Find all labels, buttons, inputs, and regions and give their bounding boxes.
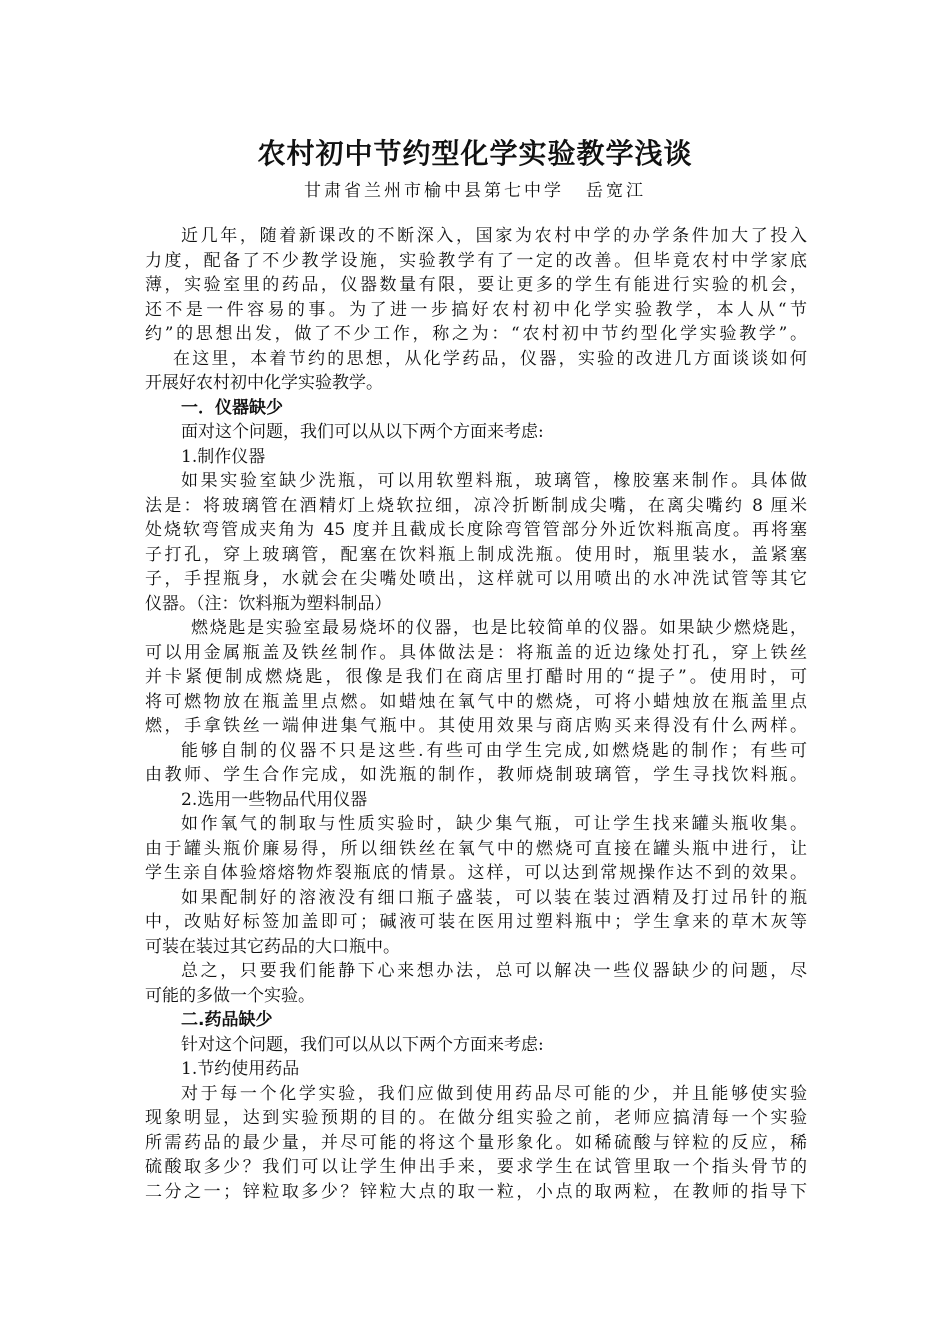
body-line: 可装在装过其它药品的大口瓶中。: [145, 936, 400, 957]
body-line: 如果配制好的溶液没有细口瓶子盛装，可以装在装过酒精及打过吊针的瓶: [181, 887, 807, 908]
subsection-heading: 1.制作仪器: [181, 446, 266, 467]
body-line: 子，手捏瓶身，水就会在尖嘴处喷出，这样就可以用喷出的水冲洗试管等其它: [145, 569, 807, 589]
body-line: 燃烧匙是实验室最易烧坏的仪器，也是比较简单的仪器。如果缺少燃烧匙，: [191, 618, 807, 638]
author-school: 甘肃省兰州市榆中县第七中学: [304, 181, 564, 201]
body-line: 二分之一；锌粒取多少？锌粒大点的取一粒，小点的取两粒，在教师的指导下: [145, 1181, 807, 1202]
body-line: 处烧软弯管成夹角为 45 度并且截成长度除弯管管部分外近饮料瓶高度。再将塞: [145, 520, 807, 540]
subsection-heading: 1.节约使用药品: [181, 1059, 300, 1079]
body-line: 还不是一件容易的事。为了进一步搞好农村初中化学实验教学，本人从“节: [145, 299, 807, 320]
body-line: 所需药品的最少量，并尽可能的将这个量形象化。如稀硫酸与锌粒的反应，稀: [145, 1132, 807, 1153]
body-line: 能够自制的仪器不只是这些.有些可由学生完成,如燃烧匙的制作；有些可: [181, 740, 807, 761]
author-name: 岳宽江: [586, 181, 646, 201]
body-line: 学生亲自体验熔熔物炸裂瓶底的情景。这样，可以达到常规操作达不到的效果。: [145, 863, 807, 883]
body-line: 如作氧气的制取与性质实验时，缺少集气瓶，可让学生找来罐头瓶收集。: [181, 814, 807, 834]
body-line: 在这里，本着节约的思想，从化学药品，仪器，实验的改进几方面谈谈如何: [173, 348, 807, 369]
body-line: 近几年，随着新课改的不断深入，国家为农村中学的办学条件加大了投入: [181, 226, 807, 246]
subsection-heading: 2.选用一些物品代用仪器: [181, 789, 368, 810]
body-line: 可能的多做一个实验。: [145, 985, 315, 1006]
body-line: 现象明显，达到实验预期的目的。在做分组实验之前，老师应搞清每一个实验: [145, 1108, 807, 1128]
section-heading: 二.药品缺少: [181, 1010, 273, 1030]
body-line: 面对这个问题，我们可以从以下两个方面来考虑:: [181, 422, 544, 442]
body-line: 仪器。（注：饮料瓶为塑料制品）: [145, 593, 392, 614]
body-line: 法是：将玻璃管在酒精灯上烧软拉细，凉冷折断制成尖嘴，在离尖嘴约 8 厘米: [145, 495, 807, 516]
body-line: 中，改贴好标签加盖即可；碱液可装在医用过塑料瓶中；学生拿来的草木灰等: [145, 912, 807, 932]
document-title: 农村初中节约型化学实验教学浅谈: [257, 137, 693, 170]
body-line: 将可燃物放在瓶盖里点燃。如蜡烛在氧气中的燃烧，可将小蜡烛放在瓶盖里点: [145, 691, 807, 712]
body-line: 力度，配备了不少教学设施，实验教学有了一定的改善。但毕竟农村中学家底: [145, 250, 807, 271]
body-line: 对于每一个化学实验，我们应做到使用药品尽可能的少，并且能够使实验: [181, 1083, 807, 1104]
body-line: 由于罐头瓶价廉易得，所以细铁丝在氧气中的燃烧可直接在罐头瓶中进行，让: [145, 838, 807, 859]
body-line: 针对这个问题，我们可以从以下两个方面来考虑:: [181, 1034, 544, 1055]
body-line: 硫酸取多少？我们可以让学生伸出手来，要求学生在试管里取一个指头骨节的: [145, 1157, 807, 1177]
body-line: 子打孔，穿上玻璃管，配塞在饮料瓶上制成洗瓶。使用时，瓶里装水，盖紧塞: [145, 544, 807, 565]
body-line: 可以用金属瓶盖及铁丝制作。具体做法是：将瓶盖的近边缘处打孔，穿上铁丝: [145, 642, 807, 663]
body-line: 燃，手拿铁丝一端伸进集气瓶中。其使用效果与商店购买来得没有什么两样。: [145, 716, 807, 736]
body-line: 总之，只要我们能静下心来想办法，总可以解决一些仪器缺少的问题，尽: [181, 961, 807, 981]
author-line: [0, 176, 950, 201]
body-line: 并卡紧便制成燃烧匙，很像是我们在商店里打醋时用的“提子”。使用时，可: [145, 667, 807, 687]
body-line: 开展好农村初中化学实验教学。: [145, 373, 383, 393]
section-heading: 一．仪器缺少: [181, 397, 283, 418]
body-line: 薄，实验室里的药品，仪器数量有限，要让更多的学生有能进行实验的机会，: [145, 275, 807, 295]
body-line: 如果实验室缺少洗瓶，可以用软塑料瓶，玻璃管，橡胶塞来制作。具体做: [181, 471, 807, 491]
body-line: 由教师、学生合作完成，如洗瓶的制作，教师烧制玻璃管，学生寻找饮料瓶。: [145, 765, 807, 785]
document-body: [145, 224, 807, 1204]
body-line: 约”的思想出发，做了不少工作，称之为：“农村初中节约型化学实验教学”。: [145, 324, 807, 344]
